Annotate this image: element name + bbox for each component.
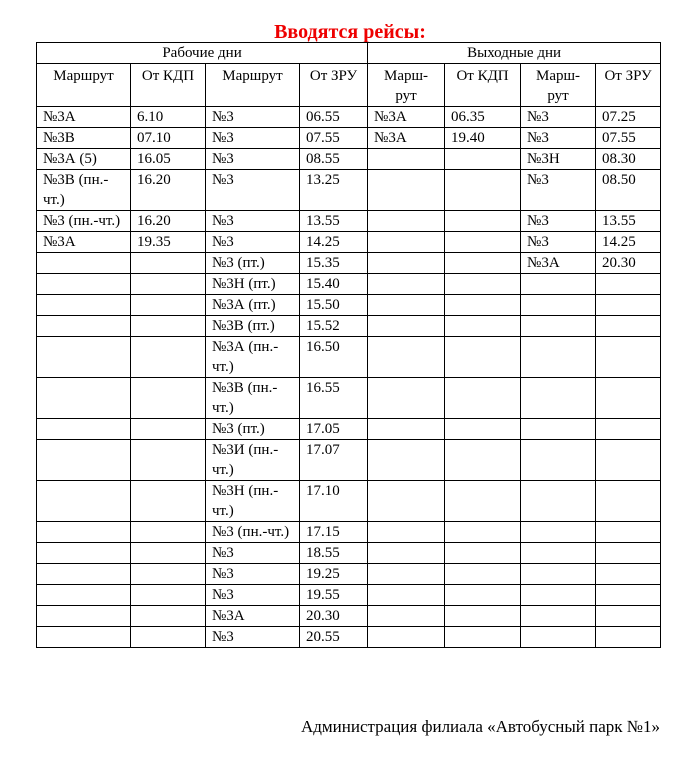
cell-weekend-from-zru: 14.25 [596, 232, 661, 253]
cell-weekend-from-kdp [445, 522, 521, 543]
cell-weekend-route [368, 522, 445, 543]
cell-weekend-from-zru: 07.55 [596, 128, 661, 149]
cell-workday-from-zru: 18.55 [300, 543, 368, 564]
cell-weekend-route [368, 253, 445, 274]
group-header-row [37, 43, 661, 64]
column-header-from-zru: От ЗРУ [300, 64, 368, 107]
cell-workday-route: №3В (пт.) [206, 316, 300, 337]
cell-workday-from-kdp [131, 274, 206, 295]
cell-weekend-from-zru [596, 337, 661, 378]
cell-weekend-from-zru [596, 606, 661, 627]
cell-weekend-route [368, 627, 445, 648]
cell-workday-from-zru: 13.25 [300, 170, 368, 211]
cell-weekend-from-zru [596, 627, 661, 648]
cell-weekend-route [521, 419, 596, 440]
cell-workday-from-zru: 15.52 [300, 316, 368, 337]
cell-workday-from-kdp [131, 337, 206, 378]
cell-workday-route: №3 (пт.) [206, 253, 300, 274]
footer-signature: Администрация филиала «Автобусный парк №1» [300, 717, 660, 736]
cell-weekend-from-kdp [445, 149, 521, 170]
cell-weekend-from-kdp [445, 337, 521, 378]
column-header-row [37, 64, 661, 107]
cell-weekend-from-zru: 20.30 [596, 253, 661, 274]
cell-workday-from-zru: 06.55 [300, 107, 368, 128]
cell-weekend-from-zru [596, 585, 661, 606]
cell-weekend-route [368, 295, 445, 316]
cell-weekend-route [368, 481, 445, 522]
table-row [37, 211, 661, 232]
cell-weekend-route: №3 [521, 170, 596, 211]
cell-weekend-from-zru [596, 564, 661, 585]
table-row [37, 128, 661, 149]
cell-workday-route [37, 481, 131, 522]
cell-workday-route [37, 316, 131, 337]
cell-weekend-from-kdp: 19.40 [445, 128, 521, 149]
table-row [37, 274, 661, 295]
cell-weekend-from-zru: 08.50 [596, 170, 661, 211]
cell-workday-route [37, 419, 131, 440]
cell-workday-route: №3И (пн.-чт.) [206, 440, 300, 481]
cell-workday-route: №3А (пн.-чт.) [206, 337, 300, 378]
column-header-from-kdp: От КДП [445, 64, 521, 107]
cell-weekend-route [368, 440, 445, 481]
table-row [37, 149, 661, 170]
cell-workday-route [37, 543, 131, 564]
cell-workday-from-zru: 13.55 [300, 211, 368, 232]
schedule-body [37, 107, 661, 648]
cell-workday-route: №3 (пн.-чт.) [37, 211, 131, 232]
cell-workday-route [37, 522, 131, 543]
cell-workday-from-kdp [131, 295, 206, 316]
cell-weekend-route: №3 [521, 232, 596, 253]
cell-weekend-route [521, 522, 596, 543]
cell-workday-from-kdp [131, 419, 206, 440]
cell-weekend-from-kdp [445, 481, 521, 522]
cell-workday-from-kdp [131, 585, 206, 606]
cell-workday-from-kdp: 19.35 [131, 232, 206, 253]
cell-weekend-route [521, 440, 596, 481]
cell-weekend-from-kdp [445, 316, 521, 337]
table-row [37, 564, 661, 585]
cell-workday-route [37, 295, 131, 316]
cell-weekend-from-kdp [445, 627, 521, 648]
cell-weekend-route [368, 274, 445, 295]
cell-weekend-from-zru [596, 295, 661, 316]
cell-workday-route: №3А [37, 107, 131, 128]
cell-workday-from-zru: 20.30 [300, 606, 368, 627]
table-row [37, 419, 661, 440]
cell-weekend-from-zru [596, 419, 661, 440]
cell-weekend-from-kdp [445, 232, 521, 253]
cell-workday-from-zru: 14.25 [300, 232, 368, 253]
cell-workday-from-kdp: 07.10 [131, 128, 206, 149]
cell-weekend-route [368, 543, 445, 564]
cell-workday-from-kdp: 6.10 [131, 107, 206, 128]
table-row [37, 232, 661, 253]
cell-weekend-from-kdp [445, 170, 521, 211]
cell-workday-from-zru: 07.55 [300, 128, 368, 149]
table-row [37, 440, 661, 481]
cell-workday-from-kdp [131, 564, 206, 585]
cell-weekend-from-kdp [445, 543, 521, 564]
cell-weekend-route: №3 [521, 107, 596, 128]
cell-weekend-from-kdp [445, 211, 521, 232]
cell-weekend-from-zru: 08.30 [596, 149, 661, 170]
cell-workday-from-zru: 17.10 [300, 481, 368, 522]
cell-weekend-route [521, 295, 596, 316]
cell-weekend-from-zru [596, 274, 661, 295]
cell-workday-from-kdp [131, 606, 206, 627]
cell-weekend-route [521, 378, 596, 419]
cell-weekend-route [521, 564, 596, 585]
table-row [37, 316, 661, 337]
cell-weekend-from-zru: 07.25 [596, 107, 661, 128]
table-row [37, 522, 661, 543]
cell-weekend-route [521, 481, 596, 522]
column-header-route: Марш-рут [521, 64, 596, 107]
cell-weekend-route [521, 316, 596, 337]
cell-weekend-from-kdp [445, 440, 521, 481]
table-row [37, 481, 661, 522]
table-row [37, 170, 661, 211]
cell-weekend-route [368, 378, 445, 419]
cell-workday-from-kdp [131, 440, 206, 481]
cell-workday-route: №3 [206, 232, 300, 253]
cell-weekend-route: №3Н [521, 149, 596, 170]
cell-workday-from-zru: 19.25 [300, 564, 368, 585]
column-header-from-zru: От ЗРУ [596, 64, 661, 107]
column-header-route: Марш-рут [368, 64, 445, 107]
cell-workday-from-zru: 15.40 [300, 274, 368, 295]
column-header-route: Маршрут [206, 64, 300, 107]
cell-workday-from-zru: 17.05 [300, 419, 368, 440]
cell-workday-route: №3А (5) [37, 149, 131, 170]
cell-workday-from-zru: 17.07 [300, 440, 368, 481]
cell-workday-from-kdp: 16.20 [131, 170, 206, 211]
cell-workday-route [37, 440, 131, 481]
cell-weekend-route [368, 564, 445, 585]
cell-workday-route: №3А [37, 232, 131, 253]
cell-workday-from-kdp [131, 378, 206, 419]
schedule-table [36, 42, 661, 648]
table-row [37, 627, 661, 648]
cell-workday-route [37, 274, 131, 295]
cell-weekend-from-zru: 13.55 [596, 211, 661, 232]
table-row [37, 253, 661, 274]
cell-workday-from-zru: 17.15 [300, 522, 368, 543]
cell-weekend-from-kdp [445, 253, 521, 274]
cell-weekend-route [521, 274, 596, 295]
cell-workday-from-zru: 08.55 [300, 149, 368, 170]
table-row [37, 606, 661, 627]
cell-weekend-route [368, 232, 445, 253]
cell-workday-route: №3А [206, 606, 300, 627]
cell-workday-route [37, 606, 131, 627]
cell-workday-from-zru: 16.55 [300, 378, 368, 419]
cell-weekend-from-kdp [445, 585, 521, 606]
cell-weekend-from-zru [596, 522, 661, 543]
cell-workday-from-kdp [131, 627, 206, 648]
cell-workday-from-zru: 15.50 [300, 295, 368, 316]
cell-weekend-route [521, 627, 596, 648]
cell-workday-route: №3Н (пн.-чт.) [206, 481, 300, 522]
cell-weekend-route [368, 585, 445, 606]
cell-workday-from-kdp: 16.20 [131, 211, 206, 232]
cell-workday-from-kdp [131, 316, 206, 337]
workdays-header: Рабочие дни [37, 43, 368, 64]
cell-weekend-route [368, 419, 445, 440]
cell-workday-from-zru: 15.35 [300, 253, 368, 274]
cell-workday-route: №3 (пт.) [206, 419, 300, 440]
cell-workday-route: №3 (пн.-чт.) [206, 522, 300, 543]
cell-workday-route: №3В (пн.-чт.) [37, 170, 131, 211]
table-row [37, 378, 661, 419]
cell-workday-route: №3 [206, 128, 300, 149]
cell-workday-route [37, 337, 131, 378]
cell-workday-route: №3Н (пт.) [206, 274, 300, 295]
cell-workday-route: №3 [206, 627, 300, 648]
table-row [37, 295, 661, 316]
cell-weekend-route [521, 585, 596, 606]
cell-workday-from-kdp [131, 543, 206, 564]
cell-workday-route [37, 253, 131, 274]
cell-weekend-route [368, 606, 445, 627]
cell-workday-from-kdp [131, 522, 206, 543]
cell-weekend-route: №3А [368, 107, 445, 128]
cell-workday-route: №3 [206, 585, 300, 606]
cell-weekend-route [521, 606, 596, 627]
cell-workday-route: №3 [206, 170, 300, 211]
table-row [37, 107, 661, 128]
cell-weekend-route: №3 [521, 211, 596, 232]
cell-weekend-route [368, 316, 445, 337]
cell-workday-route: №3 [206, 564, 300, 585]
cell-weekend-route [368, 211, 445, 232]
cell-weekend-route [521, 543, 596, 564]
cell-workday-from-zru: 16.50 [300, 337, 368, 378]
table-row [37, 543, 661, 564]
cell-weekend-route: №3А [521, 253, 596, 274]
cell-weekend-route [368, 149, 445, 170]
cell-weekend-route [521, 337, 596, 378]
cell-weekend-from-zru [596, 316, 661, 337]
weekend-header: Выходные дни [368, 43, 661, 64]
cell-weekend-from-kdp [445, 378, 521, 419]
cell-weekend-from-kdp [445, 606, 521, 627]
table-row [37, 337, 661, 378]
table-row [37, 585, 661, 606]
cell-workday-route: №3 [206, 107, 300, 128]
cell-weekend-from-kdp [445, 295, 521, 316]
cell-workday-route: №3В [37, 128, 131, 149]
column-header-from-kdp: От КДП [131, 64, 206, 107]
cell-weekend-route: №3 [521, 128, 596, 149]
page-title: Вводятся рейсы: [274, 21, 426, 43]
cell-workday-route: №3 [206, 543, 300, 564]
cell-workday-route [37, 585, 131, 606]
cell-weekend-from-kdp [445, 419, 521, 440]
cell-weekend-route: №3А [368, 128, 445, 149]
cell-workday-route [37, 378, 131, 419]
cell-weekend-from-zru [596, 481, 661, 522]
cell-workday-from-kdp: 16.05 [131, 149, 206, 170]
cell-workday-route: №3В (пн.-чт.) [206, 378, 300, 419]
cell-workday-route: №3А (пт.) [206, 295, 300, 316]
cell-weekend-from-zru [596, 543, 661, 564]
cell-workday-route [37, 564, 131, 585]
cell-workday-from-kdp [131, 481, 206, 522]
cell-workday-from-zru: 19.55 [300, 585, 368, 606]
cell-weekend-route [368, 337, 445, 378]
cell-weekend-from-zru [596, 440, 661, 481]
cell-weekend-from-kdp [445, 564, 521, 585]
cell-workday-route [37, 627, 131, 648]
column-header-route: Маршрут [37, 64, 131, 107]
cell-weekend-route [368, 170, 445, 211]
cell-weekend-from-kdp [445, 274, 521, 295]
cell-weekend-from-kdp: 06.35 [445, 107, 521, 128]
cell-workday-from-zru: 20.55 [300, 627, 368, 648]
cell-workday-route: №3 [206, 211, 300, 232]
cell-weekend-from-zru [596, 378, 661, 419]
cell-workday-from-kdp [131, 253, 206, 274]
cell-workday-route: №3 [206, 149, 300, 170]
